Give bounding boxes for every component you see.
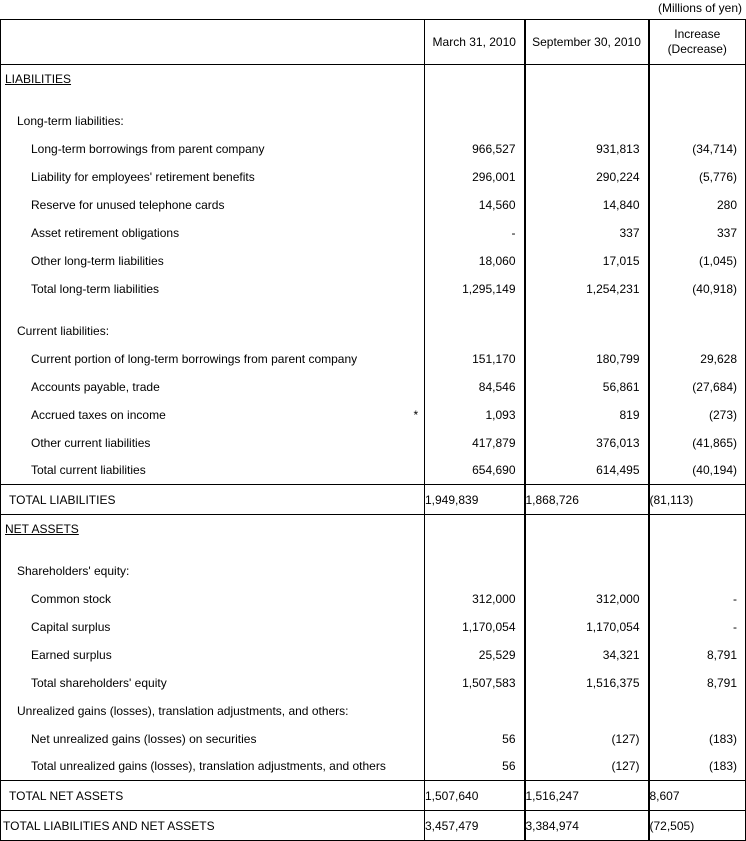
table-row: [1, 135, 746, 163]
spacer-cell: [425, 65, 525, 93]
row-value-september: 1,170,054: [525, 613, 649, 641]
spacer-cell: [525, 93, 649, 107]
row-value-march: 151,170: [425, 345, 525, 373]
table-row: [1, 163, 746, 191]
row-value-march: 417,879: [425, 429, 525, 457]
row-value-increase: (183): [649, 725, 746, 753]
row-label: TOTAL LIABILITIES AND NET ASSETS: [1, 811, 425, 841]
row-value-september: 56,861: [525, 373, 649, 401]
row-label: Total current liabilities: [1, 457, 425, 485]
spacer-cell: [525, 697, 649, 725]
row-value-september: 931,813: [525, 135, 649, 163]
table-row: [1, 697, 746, 725]
spacer-cell: [525, 543, 649, 557]
spacer-cell: [649, 107, 746, 135]
row-value-march: 1,295,149: [425, 275, 525, 303]
spacer-cell: [649, 93, 746, 107]
table-row: [1, 641, 746, 669]
row-value-march: 1,507,583: [425, 669, 525, 697]
section-liabilities-row: [1, 65, 746, 93]
row-value-september-text: 819: [619, 407, 640, 422]
spacer-cell: [1, 93, 425, 107]
header-increase-line1: Increase: [674, 27, 721, 41]
row-value-march: 56: [425, 725, 525, 753]
row-value-increase: (273): [649, 401, 746, 429]
row-value-increase: (40,194): [649, 457, 746, 485]
row-value-september: 1,516,375: [525, 669, 649, 697]
row-value-september: (127): [525, 725, 649, 753]
row-label: Total long-term liabilities: [1, 275, 425, 303]
row-label: Current portion of long-term borrowings from parent company: [1, 345, 425, 373]
row-label: Common stock: [1, 585, 425, 613]
table-row: [1, 401, 746, 429]
row-value-march: 1,093: [425, 401, 525, 429]
table-row: [1, 613, 746, 641]
row-value-march: 84,546: [425, 373, 525, 401]
spacer-cell: [425, 697, 525, 725]
spacer-cell: [425, 543, 525, 557]
row-value-increase: (183): [649, 753, 746, 781]
row-value-september: 1,516,247: [525, 781, 649, 811]
row-label: Asset retirement obligations: [1, 219, 425, 247]
row-label: Long-term borrowings from parent company: [1, 135, 425, 163]
spacer-cell: [425, 93, 525, 107]
row-value-increase: (5,776): [649, 163, 746, 191]
row-value-september: 14,840: [525, 191, 649, 219]
row-value-march: 1,949,839: [425, 485, 525, 515]
row-value-increase: (34,714): [649, 135, 746, 163]
row-value-september: 376,013: [525, 429, 649, 457]
subsection-shareholders-equity: Shareholders' equity:: [1, 557, 425, 585]
row-value-september: (127): [525, 753, 649, 781]
row-label: Accounts payable, trade: [1, 373, 425, 401]
spacer-cell: [425, 303, 525, 317]
row-value-march: 1,507,640: [425, 781, 525, 811]
row-value-increase: 8,791: [649, 669, 746, 697]
row-value-increase: (72,505): [649, 811, 746, 841]
row-value-march: 3,457,479: [425, 811, 525, 841]
row-value-september: 180,799: [525, 345, 649, 373]
row-value-increase: 29,628: [649, 345, 746, 373]
row-value-september: 312,000: [525, 585, 649, 613]
units-caption: (Millions of yen): [657, 1, 742, 15]
row-value-increase: (27,684): [649, 373, 746, 401]
table-row: [1, 669, 746, 697]
row-label: TOTAL LIABILITIES: [1, 485, 425, 515]
table-row: [1, 557, 746, 585]
row-value-march: 296,001: [425, 163, 525, 191]
row-label: Liability for employees' retirement benefits: [1, 163, 425, 191]
row-value-march: 18,060: [425, 247, 525, 275]
row-value-september: 17,015: [525, 247, 649, 275]
row-value-increase: -: [649, 585, 746, 613]
spacer-cell: [525, 317, 649, 345]
row-value-september: 3,384,974: [525, 811, 649, 841]
row-label: Earned surplus: [1, 641, 425, 669]
header-march-2010: March 31, 2010: [425, 20, 525, 65]
row-label: Total shareholders' equity: [1, 669, 425, 697]
row-value-increase: 8,791: [649, 641, 746, 669]
table-row: [1, 585, 746, 613]
table-row: [1, 219, 746, 247]
spacer-cell: [525, 303, 649, 317]
row-label: Accrued taxes on income: [1, 401, 425, 429]
table-row: [1, 247, 746, 275]
total-liabilities-row: [1, 485, 746, 515]
header-increase-decrease: [649, 20, 746, 65]
spacer-cell: [649, 515, 746, 543]
spacer-cell: [649, 317, 746, 345]
spacer-cell: [525, 515, 649, 543]
row-value-march: -: [425, 219, 525, 247]
row-label: TOTAL NET ASSETS: [1, 781, 425, 811]
row-value-september: 1,868,726: [525, 485, 649, 515]
table-header-row: [1, 20, 746, 65]
section-net-assets-row: [1, 515, 746, 543]
table-row: [1, 345, 746, 373]
table-row: [1, 753, 746, 781]
spacer-cell: [525, 107, 649, 135]
header-label-cell: [1, 20, 425, 65]
row-value-march: 25,529: [425, 641, 525, 669]
spacer-cell: [1, 303, 425, 317]
row-value-increase: -: [649, 613, 746, 641]
row-value-march: 56: [425, 753, 525, 781]
row-value-increase: 8,607: [649, 781, 746, 811]
table-row: [1, 317, 746, 345]
row-value-increase: (1,045): [649, 247, 746, 275]
table-row: [1, 725, 746, 753]
row-value-march: 1,170,054: [425, 613, 525, 641]
header-increase-line2: (Decrease): [667, 42, 727, 56]
row-label: Net unrealized gains (losses) on securities: [1, 725, 425, 753]
spacer-cell: [525, 65, 649, 93]
row-label: Reserve for unused telephone cards: [1, 191, 425, 219]
spacer-cell: [525, 557, 649, 585]
row-value-increase: 280: [649, 191, 746, 219]
row-value-increase: (41,865): [649, 429, 746, 457]
total-net-assets-row: [1, 781, 746, 811]
spacer-cell: [425, 557, 525, 585]
row-value-increase: (81,113): [649, 485, 746, 515]
spacer-row: [1, 93, 746, 107]
row-value-september: 614,495: [525, 457, 649, 485]
row-value-increase: 337: [649, 219, 746, 247]
table-row: [1, 429, 746, 457]
subsection-long-term-liabilities: Long-term liabilities:: [1, 107, 425, 135]
spacer-cell: [649, 697, 746, 725]
table-row: [1, 275, 746, 303]
table-row: [1, 373, 746, 401]
spacer-row: [1, 543, 746, 557]
balance-sheet-table: [0, 19, 746, 841]
row-label: Other current liabilities: [1, 429, 425, 457]
spacer-cell: [425, 317, 525, 345]
row-value-september: 1,254,231: [525, 275, 649, 303]
row-label: Total unrealized gains (losses), translation adjustments, and others: [1, 753, 425, 781]
header-september-2010: September 30, 2010: [525, 20, 649, 65]
row-value-march: 14,560: [425, 191, 525, 219]
spacer-cell: [649, 557, 746, 585]
subsection-unrealized-gains: Unrealized gains (losses), translation adjustments, and others:: [1, 697, 425, 725]
spacer-cell: [425, 107, 525, 135]
row-value-increase: (40,918): [649, 275, 746, 303]
spacer-cell: [425, 515, 525, 543]
footnote-asterisk: *: [413, 407, 419, 422]
row-value-march: 966,527: [425, 135, 525, 163]
spacer-cell: [649, 65, 746, 93]
row-value-september: 34,321: [525, 641, 649, 669]
spacer-cell: [649, 543, 746, 557]
spacer-cell: [1, 543, 425, 557]
subsection-current-liabilities: Current liabilities:: [1, 317, 425, 345]
row-value-september: 337: [525, 219, 649, 247]
table-row: [1, 107, 746, 135]
row-value-march: 312,000: [425, 585, 525, 613]
row-label: Capital surplus: [1, 613, 425, 641]
row-value-september: 290,224: [525, 163, 649, 191]
section-net-assets-title: NET ASSETS: [1, 515, 425, 543]
section-liabilities-title: LIABILITIES: [1, 65, 425, 93]
total-liabilities-and-net-assets-row: [1, 811, 746, 841]
table-row: [1, 457, 746, 485]
table-row: [1, 191, 746, 219]
row-value-march: 654,690: [425, 457, 525, 485]
row-label: Other long-term liabilities: [1, 247, 425, 275]
spacer-row: [1, 303, 746, 317]
spacer-cell: [649, 303, 746, 317]
